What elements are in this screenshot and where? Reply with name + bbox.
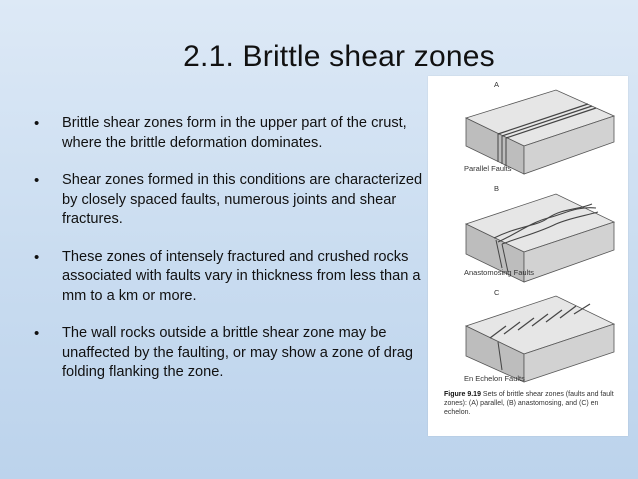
caption-text: Sets of brittle shear zones (faults and fault zones): (A) parallel, (B) anastomosing, and (C) en echelon. [444,391,614,416]
caption-number: Figure 9.19 [444,391,481,398]
panel-a-block [466,90,614,174]
panel-a-letter: A [494,80,500,89]
bullet-dot: • [34,248,40,266]
slide-title: 2.1. Brittle shear zones [183,40,495,73]
bullet-item: • Brittle shear zones form in the upper part of the crust, where the brittle deformation dominates. [34,115,407,151]
figure-caption [444,390,622,417]
bullet-item: • The wall rocks outside a brittle shear zone may be unaffected by the faulting, or may show a zone of drag folding flanking the zone. [34,325,414,380]
bullet-item: • These zones of intensely fractured and crushed rocks associated with faults vary in thickness from less than a mm to a km or more. [34,248,421,304]
panel-a-label: Parallel Faults [464,164,512,173]
panel-c-label: En Echelon Faults [464,374,525,383]
fault-block-diagrams [428,76,628,436]
panel-c-letter: C [494,288,500,297]
panel-c-block [466,296,614,382]
fault-figure [428,76,628,436]
panel-b-label: Anastomosing Faults [464,268,535,277]
bullet-item: • Shear zones formed in this conditions are characterized by closely spaced faults, numerous joints and shear fractures. [34,172,423,227]
bullet-list [34,114,426,401]
bullet-dot: • [34,325,40,342]
panel-b-letter: B [494,184,500,193]
bullet-dot: • [34,115,40,132]
bullet-dot: • [34,172,40,189]
